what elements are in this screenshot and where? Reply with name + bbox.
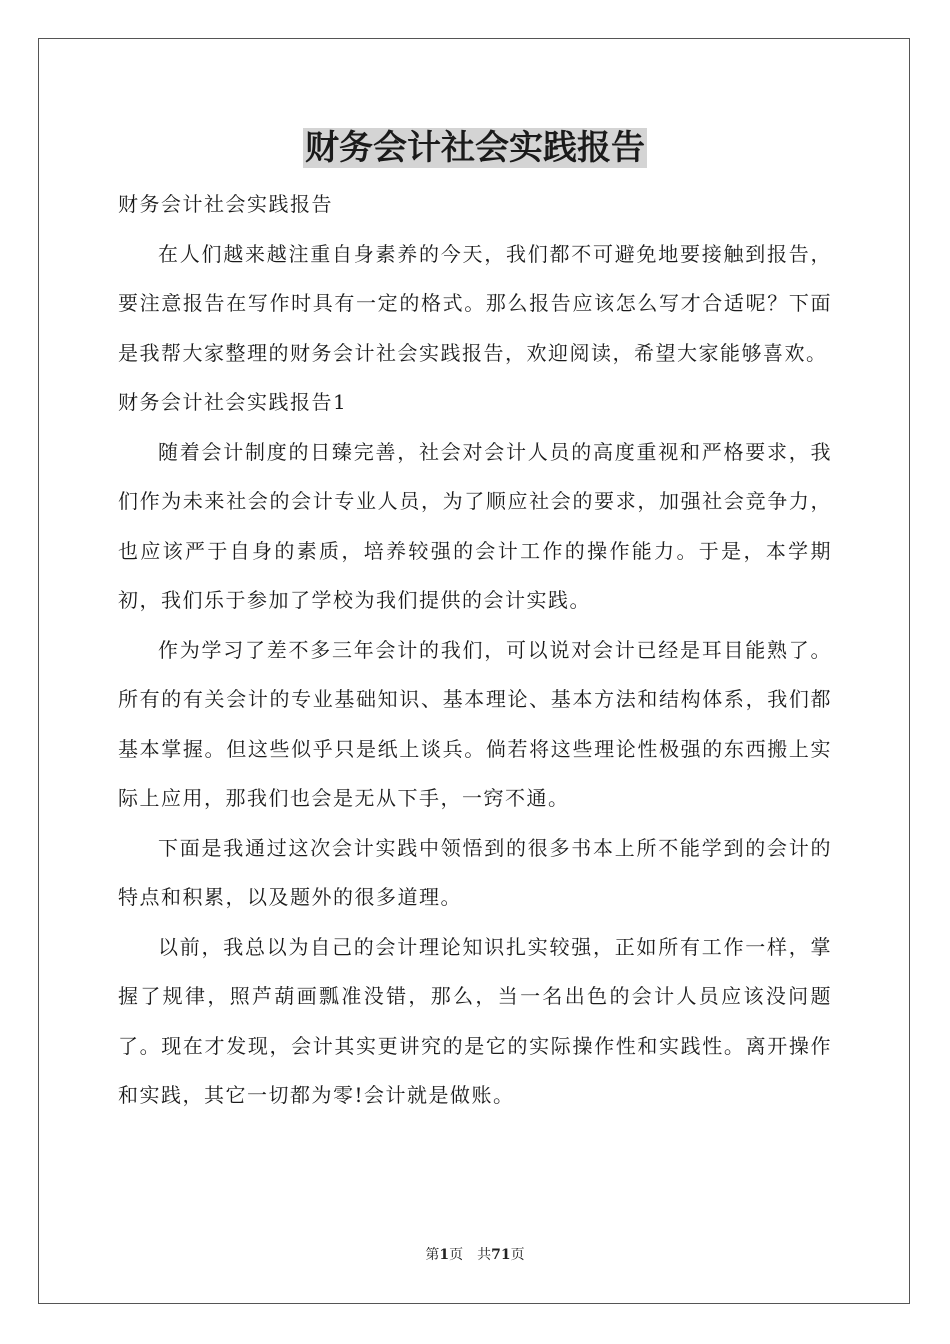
body-paragraph: 作为学习了差不多三年会计的我们，可以说对会计已经是耳目能熟了。所有的有关会计的专业基础知识、基本理论、基本方法和结构体系，我们都基本掌握。但这些似乎只是纸上谈兵。倘若将这些理论性极强的东西搬上实际上应用，那我们也会是无从下手，一窍不通。 xyxy=(118,637,832,810)
intro-heading: 财务会计社会实践报告 xyxy=(118,192,333,216)
body-paragraph: 以前，我总以为自己的会计理论知识扎实较强，正如所有工作一样，掌握了规律，照芦葫画瓢准没错，那么，当一名出色的会计人员应该没问题了。现在才发现，会计其实更讲究的是它的实际操作性和实践性。离开操作和实践，其它一切都为零!会计就是做账。 xyxy=(118,934,832,1107)
total-pages: 71 xyxy=(491,1247,511,1263)
intro-paragraph: 在人们越来越注重自身素养的今天，我们都不可避免地要接触到报告，要注意报告在写作时具有一定的格式。那么报告应该怎么写才合适呢？下面是我帮大家整理的财务会计社会实践报告，欢迎阅读，希望大家能够喜欢。 xyxy=(118,241,832,365)
document-body xyxy=(118,180,832,1121)
page-suffix: 页 xyxy=(449,1247,464,1263)
document-title-text: 财务会计社会实践报告 xyxy=(305,128,645,168)
body-paragraph: 下面是我通过这次会计实践中领悟到的很多书本上所不能学到的会计的特点和积累，以及题外的很多道理。 xyxy=(118,835,832,909)
body-paragraph: 随着会计制度的日臻完善，社会对会计人员的高度重视和严格要求，我们作为未来社会的会计专业人员，为了顺应社会的要求，加强社会竞争力，也应该严于自身的素质，培养较强的会计工作的操作能力。于是，本学期初，我们乐于参加了学校为我们提供的会计实践。 xyxy=(118,439,832,612)
section-heading-1: 财务会计社会实践报告1 xyxy=(118,390,348,414)
document-title xyxy=(0,128,950,168)
total-prefix: 共 xyxy=(477,1247,492,1263)
page-footer xyxy=(0,1245,950,1265)
total-suffix: 页 xyxy=(510,1247,525,1263)
page-prefix: 第 xyxy=(425,1247,440,1263)
page-number: 1 xyxy=(439,1247,450,1263)
